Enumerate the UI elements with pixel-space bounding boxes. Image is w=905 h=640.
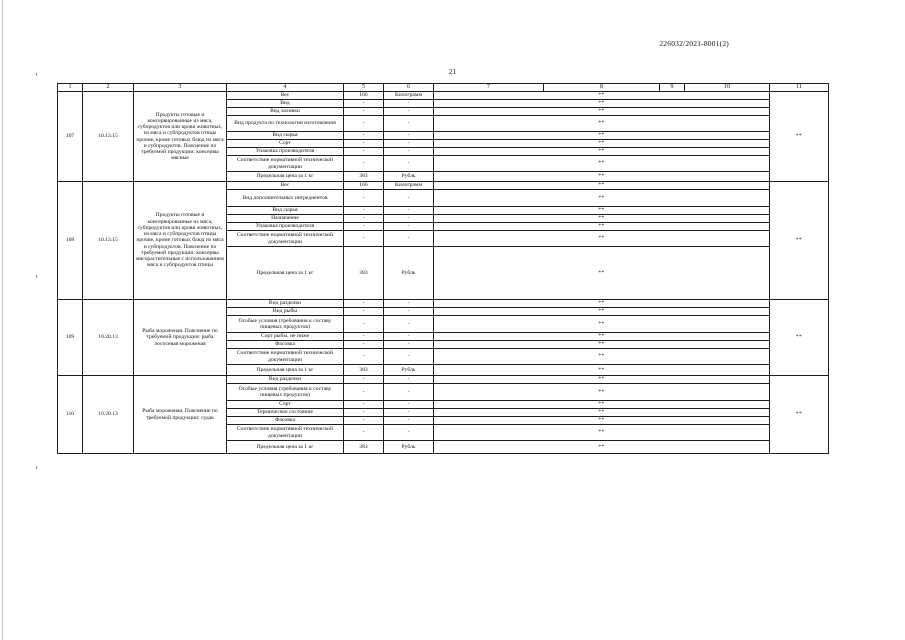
characteristic-name: Сорт <box>227 401 344 409</box>
item-number: 108 <box>58 182 83 300</box>
unit-name: - <box>384 231 434 247</box>
unit-name: - <box>384 148 434 156</box>
page-number: 21 <box>448 67 457 76</box>
characteristic-value: ** <box>434 207 770 215</box>
unit-code: - <box>344 116 384 132</box>
instruction-value: ** <box>770 300 829 376</box>
table-row <box>58 376 829 384</box>
unit-code: 166 <box>344 182 384 190</box>
characteristic-name: Сорт рыбы, не ниже <box>227 333 344 341</box>
column-header: 9 <box>660 84 685 92</box>
unit-name: - <box>384 132 434 140</box>
item-number: 110 <box>58 376 83 454</box>
column-header: 7 <box>434 84 544 92</box>
unit-name: - <box>384 409 434 417</box>
characteristic-value: ** <box>434 190 770 207</box>
column-header: 8 <box>544 84 660 92</box>
unit-code: 383 <box>344 441 384 454</box>
unit-name: Рубль <box>384 247 434 300</box>
unit-name: - <box>384 417 434 425</box>
characteristic-value: ** <box>434 308 770 316</box>
unit-code: - <box>344 190 384 207</box>
characteristic-value: ** <box>434 100 770 108</box>
unit-code: - <box>344 100 384 108</box>
unit-code: - <box>344 409 384 417</box>
item-name: Рыба мороженая. Пояснение по требуемой продукции: судак <box>134 376 227 454</box>
characteristic-name: Вид сырья <box>227 207 344 215</box>
characteristic-value: ** <box>434 223 770 231</box>
characteristic-value: ** <box>434 341 770 349</box>
unit-name: - <box>384 425 434 441</box>
characteristic-value: ** <box>434 231 770 247</box>
instruction-value: ** <box>770 92 829 182</box>
characteristic-value: ** <box>434 92 770 100</box>
unit-code: 383 <box>344 365 384 376</box>
characteristic-name: Соответствие нормативной технической документации <box>227 349 344 365</box>
column-header: 3 <box>134 84 227 92</box>
table-body <box>58 92 829 454</box>
characteristic-name: Вес <box>227 92 344 100</box>
characteristic-value: ** <box>434 148 770 156</box>
characteristic-value: ** <box>434 156 770 172</box>
characteristic-value: ** <box>434 116 770 132</box>
characteristic-value: ** <box>434 376 770 384</box>
instruction-value: ** <box>770 182 829 300</box>
unit-name: - <box>384 100 434 108</box>
characteristic-value: ** <box>434 132 770 140</box>
column-header: 10 <box>685 84 770 92</box>
characteristic-name: Особые условия (требования к составу пищевых продуктов) <box>227 384 344 401</box>
characteristic-value: ** <box>434 182 770 190</box>
unit-code: 383 <box>344 247 384 300</box>
column-header: 6 <box>384 84 434 92</box>
unit-code: 166 <box>344 92 384 100</box>
unit-code: - <box>344 401 384 409</box>
unit-name: - <box>384 349 434 365</box>
okpd-code: 10.20.13 <box>83 300 134 376</box>
characteristic-value: ** <box>434 409 770 417</box>
characteristic-value: ** <box>434 108 770 116</box>
unit-name: Рубль <box>384 441 434 454</box>
characteristic-name: Соответствие нормативной технической документации <box>227 156 344 172</box>
characteristic-name: Упаковка производителя <box>227 223 344 231</box>
characteristic-value: ** <box>434 417 770 425</box>
unit-code: - <box>344 384 384 401</box>
scan-edge-mark <box>36 275 37 278</box>
characteristic-name: Предельная цена за 1 кг <box>227 247 344 300</box>
unit-code: - <box>344 308 384 316</box>
characteristic-name: Сорт <box>227 140 344 148</box>
table-header-row <box>58 84 829 92</box>
unit-name: - <box>384 116 434 132</box>
unit-code: - <box>344 140 384 148</box>
scan-edge-line <box>2 0 3 640</box>
unit-code: - <box>344 425 384 441</box>
characteristic-name: Фасовка <box>227 341 344 349</box>
column-header: 1 <box>58 84 83 92</box>
unit-code: - <box>344 316 384 333</box>
unit-name: Килограмм <box>384 92 434 100</box>
item-name: Продукты готовые и консервированные из мяса, субпродуктов или крови животных, из мяса и субпродуктов птицы прочие, кроме готовых блюд из мяса и субпродуктов. Пояснение по требуемой продукции: консервы мясорастительные с использованием мяса и субпродуктов птицы <box>134 182 227 300</box>
unit-code: - <box>344 349 384 365</box>
scan-edge-mark <box>36 466 37 469</box>
unit-code: - <box>344 148 384 156</box>
unit-name: - <box>384 384 434 401</box>
characteristic-name: Вид разделки <box>227 300 344 308</box>
characteristic-value: ** <box>434 384 770 401</box>
unit-code: - <box>344 223 384 231</box>
characteristic-name: Упаковка производителя <box>227 148 344 156</box>
unit-name: - <box>384 190 434 207</box>
characteristic-name: Вид дополнительных ингредиентов <box>227 190 344 207</box>
unit-name: - <box>384 333 434 341</box>
characteristic-name: Вид разделки <box>227 376 344 384</box>
characteristic-name: Вид продукта по технологии изготовления <box>227 116 344 132</box>
okpd-code: 10.13.15 <box>83 92 134 182</box>
characteristic-value: ** <box>434 300 770 308</box>
unit-code: - <box>344 231 384 247</box>
unit-code: - <box>344 207 384 215</box>
characteristic-value: ** <box>434 425 770 441</box>
characteristic-value: ** <box>434 316 770 333</box>
unit-name: - <box>384 316 434 333</box>
unit-name: - <box>384 308 434 316</box>
unit-code: - <box>344 108 384 116</box>
characteristic-name: Вид рыбы <box>227 308 344 316</box>
characteristic-name: Вид сырья <box>227 132 344 140</box>
specification-table <box>57 83 829 454</box>
characteristic-value: ** <box>434 215 770 223</box>
unit-name: - <box>384 215 434 223</box>
characteristic-value: ** <box>434 333 770 341</box>
column-header: 5 <box>344 84 384 92</box>
unit-name: - <box>384 223 434 231</box>
characteristic-name: Вид заливки <box>227 108 344 116</box>
unit-name: - <box>384 376 434 384</box>
characteristic-name: Соответствие нормативной технической документации <box>227 425 344 441</box>
okpd-code: 10.13.15 <box>83 182 134 300</box>
characteristic-value: ** <box>434 172 770 182</box>
unit-name: - <box>384 401 434 409</box>
characteristic-value: ** <box>434 247 770 300</box>
item-name: Продукты готовые и консервированные из мяса, субпродуктов или крови животных, из мяса и субпродуктов птицы прочие, кроме готовых блюд из мяса и субпродуктов. Пояснение по требуемой продукции: консервы мясные <box>134 92 227 182</box>
unit-code: - <box>344 333 384 341</box>
characteristic-value: ** <box>434 365 770 376</box>
document-number: 226032/2021-8001(2) <box>659 39 729 48</box>
characteristic-name: Предельная цена за 1 кг <box>227 365 344 376</box>
characteristic-name: Вид <box>227 100 344 108</box>
unit-code: 383 <box>344 172 384 182</box>
unit-code: - <box>344 215 384 223</box>
characteristic-name: Фасовка <box>227 417 344 425</box>
characteristic-name: Предельная цена за 1 кг <box>227 441 344 454</box>
unit-code: - <box>344 376 384 384</box>
table-row <box>58 92 829 100</box>
unit-code: - <box>344 132 384 140</box>
unit-name: - <box>384 156 434 172</box>
okpd-code: 10.20.13 <box>83 376 134 454</box>
characteristic-name: Особые условия (требования к составу пищевых продуктов) <box>227 316 344 333</box>
unit-code: - <box>344 156 384 172</box>
unit-name: Килограмм <box>384 182 434 190</box>
characteristic-value: ** <box>434 349 770 365</box>
characteristic-value: ** <box>434 401 770 409</box>
table-row <box>58 300 829 308</box>
characteristic-name: Предельная цена за 1 кг <box>227 172 344 182</box>
characteristic-name: Вес <box>227 182 344 190</box>
characteristic-value: ** <box>434 441 770 454</box>
item-number: 109 <box>58 300 83 376</box>
unit-code: - <box>344 417 384 425</box>
characteristic-name: Назначение <box>227 215 344 223</box>
unit-code: - <box>344 300 384 308</box>
characteristic-name: Соответствие нормативной технической документации <box>227 231 344 247</box>
unit-name: - <box>384 300 434 308</box>
table-row <box>58 182 829 190</box>
column-header: 2 <box>83 84 134 92</box>
column-header: 4 <box>227 84 344 92</box>
characteristic-value: ** <box>434 140 770 148</box>
item-number: 107 <box>58 92 83 182</box>
unit-name: Рубль <box>384 365 434 376</box>
unit-code: - <box>344 341 384 349</box>
item-name: Рыба мороженая. Пояснение по требуемой продукции: рыба лососевая мороженая <box>134 300 227 376</box>
unit-name: - <box>384 207 434 215</box>
unit-name: - <box>384 140 434 148</box>
column-header: 11 <box>770 84 829 92</box>
unit-name: - <box>384 341 434 349</box>
instruction-value: ** <box>770 376 829 454</box>
unit-name: Рубль <box>384 172 434 182</box>
characteristic-name: Термическое состояние <box>227 409 344 417</box>
unit-name: - <box>384 108 434 116</box>
